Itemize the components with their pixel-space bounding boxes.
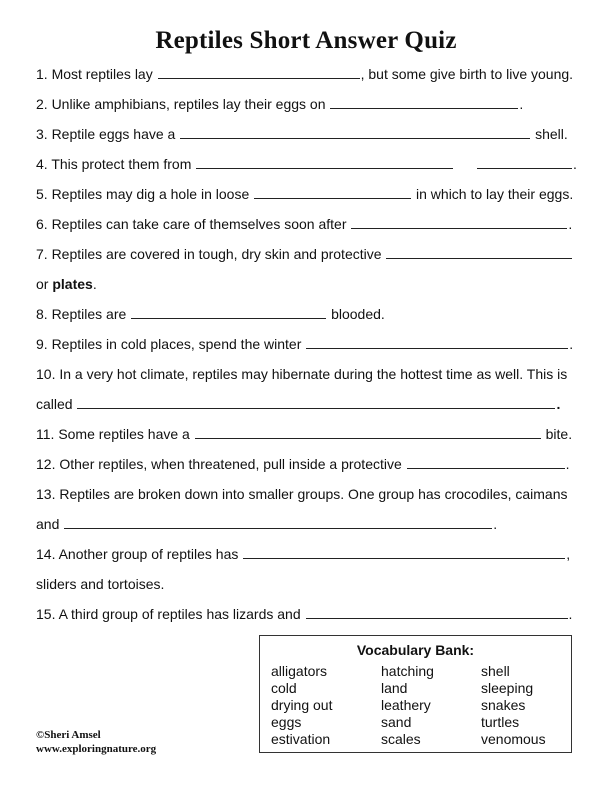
question-13-continued: [36, 515, 497, 533]
question-text: .: [92, 276, 97, 292]
answer-blank[interactable]: [243, 546, 565, 559]
question-text: .: [573, 156, 577, 172]
answer-blank[interactable]: [477, 156, 572, 169]
vocabulary-word: scales: [381, 731, 421, 747]
vocabulary-word: cold: [271, 680, 297, 696]
question-text: bite.: [545, 426, 573, 442]
vocabulary-bank-title: Vocabulary Bank:: [356, 642, 475, 658]
question-4: [36, 155, 577, 173]
question-15: [36, 605, 572, 623]
question-text: 7. Reptiles are covered in tough, dry skin and protective: [36, 246, 382, 262]
question-text: .: [569, 336, 574, 352]
question-14-continued: [36, 575, 164, 593]
question-8: [36, 305, 385, 323]
vocabulary-word: land: [381, 680, 408, 696]
question-text: 4. This protect them from: [36, 156, 192, 172]
question-1: [36, 65, 573, 83]
question-text: , but some give birth to live young.: [360, 66, 574, 82]
question-text: or: [36, 276, 49, 292]
answer-blank[interactable]: [158, 66, 360, 79]
question-11: [36, 425, 572, 443]
copyright-credit: ©Sheri Amsel: [36, 729, 101, 741]
answer-blank[interactable]: [306, 606, 568, 619]
vocabulary-word: leathery: [381, 697, 431, 713]
question-text: 13. Reptiles are broken down into smaller groups. One group has crocodiles, caimans: [36, 486, 568, 502]
question-text: 1. Most reptiles lay: [36, 66, 153, 82]
vocabulary-bank: [259, 635, 572, 753]
question-text: 2. Unlike amphibians, reptiles lay their eggs on: [36, 96, 326, 112]
answer-blank[interactable]: [196, 156, 453, 169]
question-text: and: [36, 516, 60, 532]
question-7: [36, 245, 573, 263]
question-5: [36, 185, 573, 203]
answer-blank[interactable]: [306, 336, 568, 349]
question-9: [36, 335, 573, 353]
vocabulary-word: alligators: [271, 663, 328, 679]
answer-blank[interactable]: [77, 396, 555, 409]
question-text: ,: [566, 546, 571, 562]
question-text: 3. Reptile eggs have a: [36, 126, 176, 142]
question-text: sliders and tortoises.: [36, 576, 165, 592]
question-12: [36, 455, 570, 473]
answer-blank[interactable]: [330, 96, 518, 109]
question-text: in which to lay their eggs.: [416, 186, 574, 202]
question-text: .: [493, 516, 498, 532]
question-6: [36, 215, 572, 233]
answer-blank[interactable]: [386, 246, 572, 259]
question-7-continued: [36, 275, 97, 293]
answer-blank[interactable]: [64, 516, 492, 529]
answer-blank[interactable]: [195, 426, 541, 439]
question-text: .: [519, 96, 524, 112]
vocabulary-word: sand: [381, 714, 412, 730]
vocabulary-word: drying out: [271, 697, 333, 713]
question-text: 5. Reptiles may dig a hole in loose: [36, 186, 250, 202]
question-text: shell.: [535, 126, 568, 142]
question-text: .: [568, 216, 573, 232]
vocabulary-word: estivation: [271, 731, 331, 747]
question-text: 10. In a very hot climate, reptiles may hibernate during the hottest time as well. This is: [36, 366, 568, 382]
answer-blank[interactable]: [407, 456, 565, 469]
vocabulary-word: turtles: [481, 714, 520, 730]
vocabulary-word: sleeping: [481, 680, 534, 696]
question-text-bold: plates: [52, 276, 93, 292]
vocabulary-word: hatching: [381, 663, 434, 679]
question-14: [36, 545, 570, 563]
question-text: .: [568, 606, 573, 622]
question-text: .: [556, 396, 561, 412]
question-text: blooded.: [331, 306, 385, 322]
vocabulary-word: shell: [481, 663, 510, 679]
question-text: 11. Some reptiles have a: [36, 426, 190, 442]
vocabulary-word: snakes: [481, 697, 526, 713]
question-text: 14. Another group of reptiles has: [36, 546, 239, 562]
question-10: [36, 365, 567, 383]
question-text: 12. Other reptiles, when threatened, pull inside a protective: [36, 456, 402, 472]
vocabulary-word: venomous: [481, 731, 546, 747]
website-credit: www.exploringnature.org: [36, 743, 157, 755]
answer-blank[interactable]: [180, 126, 530, 139]
answer-blank[interactable]: [351, 216, 567, 229]
question-text: 15. A third group of reptiles has lizards and: [36, 606, 301, 622]
vocabulary-word: eggs: [271, 714, 302, 730]
question-13: [36, 485, 568, 503]
question-text: 8. Reptiles are: [36, 306, 127, 322]
question-text: 9. Reptiles in cold places, spend the winter: [36, 336, 302, 352]
question-text: 6. Reptiles can take care of themselves soon after: [36, 216, 347, 232]
answer-blank[interactable]: [254, 186, 411, 199]
vocabulary-column-3: [481, 663, 546, 748]
question-10-continued: [36, 395, 560, 413]
question-2: [36, 95, 523, 113]
page-title: Reptiles Short Answer Quiz: [155, 27, 457, 54]
question-text: .: [565, 456, 570, 472]
vocabulary-column-1: [271, 663, 332, 748]
vocabulary-column-2: [381, 663, 434, 748]
question-text: called: [36, 396, 73, 412]
question-3: [36, 125, 568, 143]
answer-blank[interactable]: [131, 306, 326, 319]
